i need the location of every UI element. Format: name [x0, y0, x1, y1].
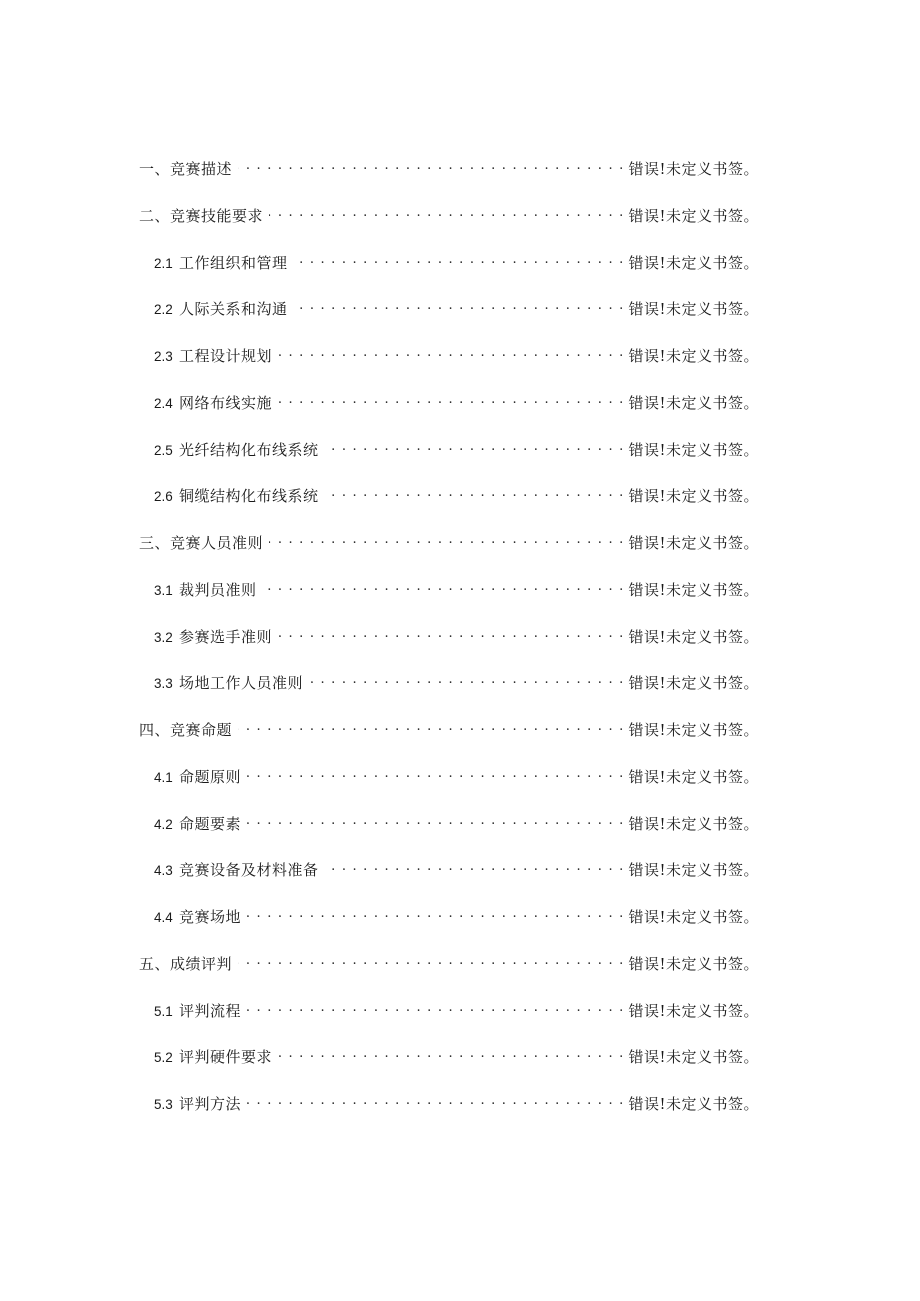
- toc-entry[interactable]: [139, 813, 759, 860]
- toc-entry-title: 竞赛设备及材料准备: [179, 861, 319, 880]
- toc-entry-title: 光纤结构化布线系统: [179, 440, 319, 459]
- toc-entry-title: 工程设计规划: [179, 347, 273, 365]
- toc-dot-leader: [294, 299, 625, 314]
- toc-entry[interactable]: [139, 439, 759, 486]
- toc-dot-leader: [294, 253, 625, 268]
- toc-dot-leader: [309, 673, 624, 688]
- toc-entry-title: 命题要素: [179, 814, 242, 833]
- toc-dot-leader: [238, 954, 624, 969]
- toc-entry-number: 5.3: [154, 1097, 173, 1112]
- toc-entry-number: 2.1: [154, 255, 173, 271]
- toc-entry[interactable]: [139, 392, 759, 439]
- toc-entry-page-ref: 错误!未定义书签。: [628, 347, 759, 365]
- toc-entry-page-ref: 错误!未定义书签。: [628, 160, 759, 178]
- toc-entry[interactable]: [139, 1000, 759, 1047]
- toc-entry-page-ref: 错误!未定义书签。: [628, 580, 759, 599]
- toc-dot-leader: [325, 440, 625, 455]
- toc-entry-page-ref: 错误!未定义书签。: [628, 954, 759, 973]
- toc-entry[interactable]: [139, 906, 759, 953]
- toc-entry-title: 二、竞赛技能要求: [139, 206, 264, 225]
- toc-entry-page-ref: 错误!未定义书签。: [628, 534, 759, 552]
- toc-entry-page-ref: 错误!未定义书签。: [628, 1001, 759, 1020]
- toc-entry-page-ref: 错误!未定义书签。: [628, 393, 759, 412]
- toc-entry-page-ref: 错误!未定义书签。: [628, 674, 759, 693]
- toc-entry[interactable]: [139, 672, 759, 719]
- toc-entry-title: 三、竞赛人员准则: [139, 534, 264, 552]
- toc-entry[interactable]: [139, 205, 759, 252]
- toc-entry-number: 2.3: [154, 349, 173, 364]
- toc-entry-page-ref: 错误!未定义书签。: [628, 861, 759, 880]
- toc-dot-leader: [238, 159, 624, 174]
- toc-dot-leader: [325, 486, 625, 501]
- toc-entry-title: 网络布线实施: [179, 393, 273, 412]
- toc-entry-number: 3.2: [154, 629, 173, 645]
- toc-dot-leader: [269, 533, 624, 548]
- toc-entry-title: 四、竞赛命题: [139, 721, 233, 739]
- toc-entry-number: 4.1: [154, 769, 173, 785]
- toc-entry-page-ref: 错误!未定义书签。: [628, 440, 759, 459]
- toc-entry[interactable]: [139, 626, 759, 673]
- toc-entry-number: 2.5: [154, 442, 173, 458]
- toc-dot-leader: [263, 580, 625, 595]
- toc-entry[interactable]: [139, 158, 759, 205]
- toc-dot-leader: [238, 720, 624, 735]
- toc-entry[interactable]: [139, 953, 759, 1000]
- toc-entry-number: 2.4: [154, 395, 173, 411]
- toc-entry-title: 命题原则: [179, 767, 242, 786]
- toc-entry-title: 竞赛场地: [179, 908, 242, 926]
- toc-entry-title: 评判方法: [179, 1095, 242, 1113]
- toc-entry-number: 4.4: [154, 910, 173, 925]
- toc-dot-leader: [278, 346, 624, 361]
- toc-entry-number: 3.1: [154, 582, 173, 598]
- toc-entry-page-ref: 错误!未定义书签。: [628, 253, 759, 272]
- toc-entry[interactable]: [139, 532, 759, 579]
- toc-dot-leader: [278, 627, 624, 642]
- toc-dot-leader: [269, 206, 624, 221]
- toc-entry-number: 5.2: [154, 1050, 173, 1066]
- toc-entry-page-ref: 错误!未定义书签。: [628, 767, 759, 786]
- toc-dot-leader: [278, 393, 624, 408]
- toc-entry[interactable]: [139, 579, 759, 626]
- toc-entry[interactable]: [139, 1046, 759, 1093]
- toc-entry[interactable]: [139, 485, 759, 532]
- toc-entry-number: 3.3: [154, 676, 173, 692]
- toc-dot-leader: [325, 860, 625, 875]
- toc-entry[interactable]: [139, 345, 759, 392]
- toc-entry-title: 评判硬件要求: [179, 1048, 273, 1067]
- toc-entry-title: 裁判员准则: [179, 580, 257, 599]
- toc-entry-number: 2.2: [154, 302, 173, 318]
- toc-entry-title: 五、成绩评判: [139, 954, 233, 973]
- toc-entry[interactable]: [139, 252, 759, 299]
- toc-entry-title: 铜缆结构化布线系统: [179, 487, 319, 506]
- toc-entry[interactable]: [139, 859, 759, 906]
- toc-entry-title: 参赛选手准则: [179, 627, 273, 646]
- toc-entry-page-ref: 错误!未定义书签。: [628, 814, 759, 833]
- toc-dot-leader: [247, 1001, 624, 1016]
- toc-entry-page-ref: 错误!未定义书签。: [628, 721, 759, 739]
- toc-dot-leader: [247, 907, 624, 922]
- toc-entry-title: 评判流程: [179, 1001, 242, 1020]
- toc-dot-leader: [247, 1094, 624, 1109]
- toc-entry-page-ref: 错误!未定义书签。: [628, 300, 759, 319]
- toc-entry[interactable]: [139, 1093, 759, 1140]
- table-of-contents: [139, 158, 759, 1140]
- toc-entry-page-ref: 错误!未定义书签。: [628, 1095, 759, 1113]
- toc-entry[interactable]: [139, 719, 759, 766]
- toc-entry-title: 人际关系和沟通: [179, 300, 288, 319]
- toc-entry-page-ref: 错误!未定义书签。: [628, 206, 759, 225]
- toc-entry-title: 工作组织和管理: [179, 253, 288, 272]
- toc-entry[interactable]: [139, 766, 759, 813]
- toc-entry-number: 4.3: [154, 863, 173, 879]
- toc-entry-title: 场地工作人员准则: [179, 674, 304, 693]
- toc-entry-page-ref: 错误!未定义书签。: [628, 908, 759, 926]
- toc-dot-leader: [247, 767, 624, 782]
- toc-entry-title: 一、竞赛描述: [139, 160, 233, 178]
- toc-entry-page-ref: 错误!未定义书签。: [628, 487, 759, 506]
- toc-entry-page-ref: 错误!未定义书签。: [628, 1048, 759, 1067]
- toc-entry[interactable]: [139, 298, 759, 345]
- toc-entry-number: 4.2: [154, 816, 173, 832]
- toc-entry-number: 2.6: [154, 489, 173, 505]
- toc-dot-leader: [278, 1047, 624, 1062]
- toc-dot-leader: [247, 814, 624, 829]
- toc-entry-page-ref: 错误!未定义书签。: [628, 627, 759, 646]
- toc-entry-number: 5.1: [154, 1003, 173, 1019]
